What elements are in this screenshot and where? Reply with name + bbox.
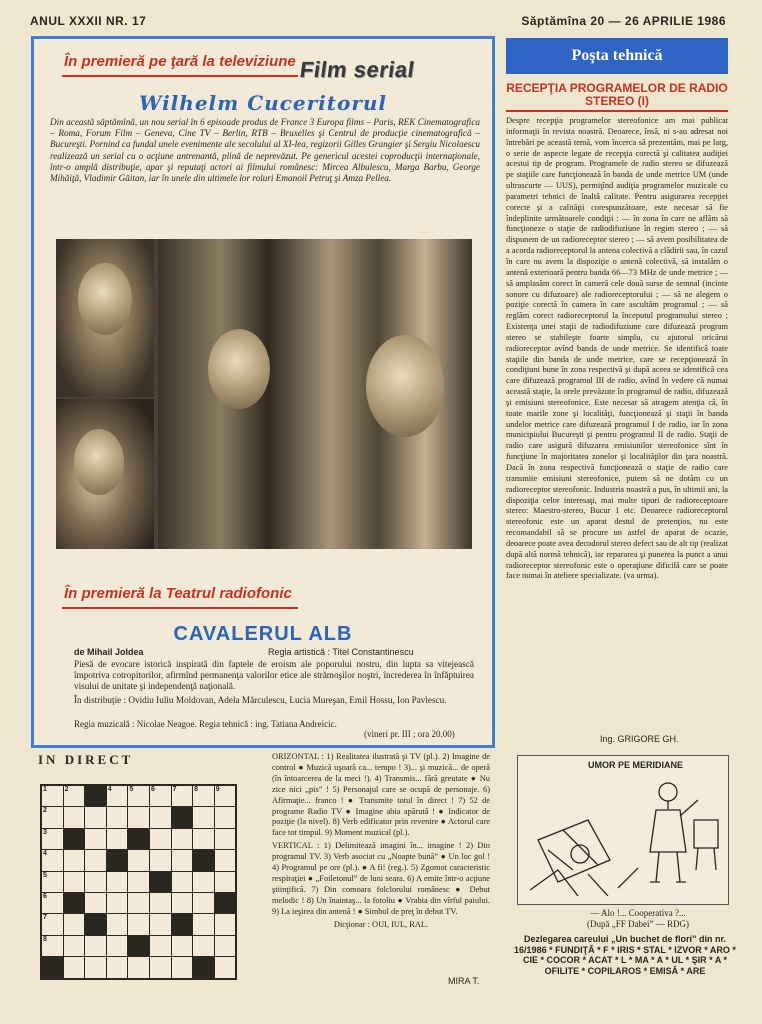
crossword-cell: [215, 872, 236, 892]
crossword-cell: [172, 957, 193, 977]
crossword-cell: [172, 829, 193, 849]
crossword-cell: [128, 957, 149, 977]
film-serial-badge: Film serial: [298, 57, 417, 82]
crossword-cell: [64, 872, 85, 892]
crossword-cell: [85, 786, 106, 806]
crossword-cell: [42, 872, 63, 892]
play-broadcast-time: (vineri pr. III ; ora 20.00): [364, 729, 455, 739]
crossword-cell: [150, 829, 171, 849]
column-number: 4: [107, 786, 112, 793]
posta-tehnica-banner: Poşta tehnică: [506, 38, 728, 74]
crossword-cell: [85, 914, 106, 934]
crossword-cell: [42, 829, 63, 849]
crossword-cell: [172, 914, 193, 934]
article-body: Despre recepţia programelor stereofonice am mai publicat informaţii în revista noastră. Deoarece, însă, ni s-au adresat noi întrebări pe această temă, vom încerca să prezentăm, mai pe larg, o serie de aspecte legate de recepţia corectă şi calitatea audiţiei acestui tip de program. Programele de radio stereo se difuzează pe staţiile care funcţionează în banda de unde metrice UM (unde ultrascurte — UUS), permiţînd audiţia programelor muzicale cu parametri tehnici de înaltă calitate. Pentru asigurarea recepţiei corecte şi a calităţii corespunzătoare, este necesar să fie îndeplinite următoarele condiţii : — în zona în care ne aflăm să funcţioneze o staţie de radiodifuziune în regim stereo ; — să dispunem de un radioreceptor stereo ; — să avem posibilitatea de a acorda radioreceptorul la antena colectivă a clădirii sau, în cazul în care nu avem la dispoziţie o antenă colectivă, să instalăm o antenă exterioară pentru banda 66—73 MHz de unde metrice ; — să amplasăm corect în cameră cele două surse de semnal (incinte sonore cu difuzoare) ale radioreceptorului ; — să ne alegem o poziţie corectă în camera în care ascultăm programul ; — să reglăm corect radioreceptorul la începutul programului stereo ; Existenţa unei staţii de radiodifuziune care difuzează program stereo se stabileşte foarte simplu, cu ajutorul oricărui radioreceptor avînd banda de unde metrice. Se identifică toate staţiile din banda de unde metrice, care se recepţionează în condiţiuni bune în zona respectivă şi după aceea se identifică cea care difuzează programul III de radio, avînd în vedere că numai această staţie, la orele prevăzute în programul de radio, difuzează şi emisiuni stereofonice. Este necesar să atragem atenţia că, în toate marile zone şi localităţi, funcţionează şi staţii în banda undelor metrice care difuzează programul I de radio, iar în zona municipiului Bucureşti şi pentru programul II de radio. Staţii de radio care asigură difuzarea emisiunilor stereofonice sînt în funcţiune în majoritatea zonelor şi localităţilor din ţara noastră. Dacă în zona respectivă funcţionează o staţie de radio care transmite emisiuni stereofonice, putem să ne dotăm cu un radioreceptor stereofonic. Industria noastră a pus, în ultimii ani, la dispoziţia celor interesaţi, mai multe tipuri de radioreceptoare stereo: Maestro-stereo, Bucur 1 etc. Deoarece radioreceptorul stereofonic este un aparat destul de pretenţios, nu este recomandabil să se procure un astfel de aparat de ocazie, deoarece poate avea decodorul stereo defect sau de alt tip (realizat după altă normă tehnică), iar repararea şi punerea la punct a unui radioreceptor stereofonic este o operaţiune dificilă care se poate face numai în ateliere specializate. (va urma).: [506, 116, 728, 581]
cartoon-caption-line: — Alo !... Cooperativa ?...: [590, 908, 686, 918]
row-number: 4: [43, 850, 47, 858]
crossword-cell: [215, 893, 236, 913]
crossword-cell: [172, 850, 193, 870]
column-number: 7: [172, 786, 177, 793]
crossword-cell: [215, 936, 236, 956]
crossword-cell: [42, 850, 63, 870]
cartoon-drawing: [518, 770, 728, 902]
crossword-cell: [172, 807, 193, 827]
film-still-photo: [56, 239, 472, 549]
crossword-cell: [64, 914, 85, 934]
cartoon-caption: [586, 908, 690, 930]
column-number: 2: [64, 786, 69, 793]
crossword-cell: [193, 829, 214, 849]
crossword-cell: [128, 807, 149, 827]
crossword-cell: [42, 893, 63, 913]
vertical-clues: VERTICAL : 1) Delimitează imagini în... imagine ! 2) Din programul TV. 3) Verb asociat cu „Noapte bună” ● Un loc gol ! 4) Programul pe ore (pl.). ● A fi! (reg.). 5) Zgomot caracteristic respiraţiei ● „Foiletonul” de luni seara. 6) A emite într-o acţiune ştiinţifică. 7) Din comoara folclorului românesc ● Debut melodic ! 8) Un înaintaş... la fotoliu ● Vrabia din vîrful paiului. 9) La ieşirea din antenă ! ● Simbol de preţ în debut TV.: [272, 841, 490, 916]
crossword-cell: [85, 936, 106, 956]
crossword-cell: [215, 786, 236, 806]
play-director: Regia artistică : Titel Constantinescu: [268, 647, 414, 657]
crossword-cell: [64, 807, 85, 827]
crossword-cell: [42, 914, 63, 934]
crossword-cell: [107, 850, 128, 870]
horizontal-clues: ORIZONTAL : 1) Realitatea ilustrată şi TV (pl.). 2) Imagine de control ● Muzică uşoară ca... tempo ! 3)... şi muzică... de operă (în întoarcerea de la meci !). 4) Transmis... fără greutate ● Nu zice nici „pis” ! 5) Personajul care se ocupă de personaje. 6) Afirmaţie... franco ! ● Transmite totul în direct ! 7) 52 de programe Radio TV ● Imagine abia apărută ! ● Indicator de poziţie (la nivel). 8) Verb edificator prin revenire ● Actorul care face tot timpul. 9) Moment muzical (pl.).: [272, 752, 490, 838]
play-title: CAVALERUL ALB: [173, 623, 353, 645]
crossword-cell: [172, 786, 193, 806]
play-credits: Regia muzicală : Nicolae Neagoe. Regia tehnică : ing. Tatiana Andreicic.: [74, 719, 337, 729]
crossword-cell: [107, 829, 128, 849]
column-number: 8: [194, 786, 199, 793]
play-description: Piesă de evocare istorică inspirată din faptele de eroism ale poporului nostru, din lupta sa vitejească împotriva cotropitorilor, afirmînd permanenţa valorilor etice ale strămoşilor noştri, încrederea în înfăptuirea visului de unitate şi independenţă naţională.: [74, 659, 474, 692]
puzzle-solution: Dezlegarea careului „Un buchet de flori” din nr. 16/1986 * FUNDIŢĂ * F * IRIS * STAL * IZVOR * ARO * CIE * COCOR * ACAT * L * MA * A * UL * ŞIR * A * OFILITE * COPILAROS * EMISĂ * ARE: [514, 934, 736, 976]
dictionary-note: Dicţionar : OUI, IUL, RAL.: [333, 919, 429, 929]
crossword-cell: [128, 850, 149, 870]
crossword-cell: [172, 872, 193, 892]
crossword-cell: [193, 786, 214, 806]
crossword-cell: [85, 850, 106, 870]
crossword-cell: [150, 893, 171, 913]
crossword-grid: [40, 784, 237, 980]
crossword-cell: [64, 893, 85, 913]
crossword-cell: [193, 914, 214, 934]
crossword-cell: [193, 807, 214, 827]
crossword-cell: [215, 829, 236, 849]
crossword-cell: [42, 936, 63, 956]
radio-section-heading: În premieră la Teatrul radiofonic: [64, 585, 292, 602]
crossword-cell: [150, 786, 171, 806]
row-number: 7: [43, 914, 47, 922]
crossword-cell: [150, 850, 171, 870]
tv-radio-article: [31, 36, 495, 748]
column-number: 1: [43, 786, 47, 793]
crossword-heading: IN DIRECT: [38, 752, 134, 767]
cartoon-source: (După „FF Dabei” — RDG): [587, 919, 689, 929]
crossword-author: MIRA T.: [448, 976, 480, 986]
actor-portrait-1: [56, 239, 154, 397]
actor-portrait-2: [56, 399, 154, 549]
divider: [506, 110, 728, 112]
crossword-clues: [272, 752, 490, 931]
divider: [62, 607, 298, 609]
crossword-cell: [64, 829, 85, 849]
column-number: 6: [150, 786, 155, 793]
cartoon-panel: [517, 755, 729, 905]
row-number: 3: [43, 828, 47, 836]
crossword-cell: [64, 936, 85, 956]
row-number: 8: [43, 935, 47, 943]
crossword-cell: [107, 872, 128, 892]
crossword-cell: [128, 786, 149, 806]
crossword-cell: [193, 850, 214, 870]
crossword-cell: [215, 914, 236, 934]
crossword-cell: [64, 957, 85, 977]
crossword-cell: [128, 893, 149, 913]
crossword-cell: [128, 829, 149, 849]
crossword-cell: [215, 807, 236, 827]
crossword-cell: [107, 936, 128, 956]
crossword-cell: [193, 893, 214, 913]
crossword-cell: [85, 957, 106, 977]
cartoon-heading: UMOR PE MERIDIANE: [588, 760, 684, 770]
film-intro-text: Din această săptămînă, un nou serial în 6 episoade produs de France 3 Europa films – Paris, REK Cinematografica – Roma, Forum Film – Geneva, Cine TV – Berlin, RTB – Bruxelles şi Centrul de producţie cinematografică – Bucureşti. Pornind ca fundal unele evenimente ale secolului al XI-lea, regizorii Gilles Grangier şi Sergiu Nicolaescu realizează un serial cu o acţiune antrenantă, plină de neprevăzut. Pe genericul acestei coproducţii internaţionale, într-o amplă distribuţie, apar şi reputaţi actori ai filmului românesc: Mircea Albulescu, Marga Barbu, George Mihăiţă, Vladimir Găitan, iar în unele din ultimele lor roluri Emanoil Petruţ şi Amza Pellea.: [50, 117, 480, 184]
crossword-cell: [172, 936, 193, 956]
crossword-cell: [107, 807, 128, 827]
crossword-cell: [193, 936, 214, 956]
play-author: de Mihail Joldea: [74, 647, 144, 657]
article-title: RECEPŢIA PROGRAMELOR DE RADIO STEREO (I): [506, 81, 728, 108]
crossword-cell: [64, 850, 85, 870]
row-number: 6: [43, 892, 47, 900]
crossword-cell: [150, 957, 171, 977]
crossword-cell: [128, 872, 149, 892]
crossword-cell: [85, 872, 106, 892]
crossword-cell: [42, 786, 63, 806]
crossword-cell: [42, 957, 63, 977]
crossword-cell: [107, 786, 128, 806]
crossword-cell: [172, 893, 193, 913]
crossword-cell: [215, 850, 236, 870]
crossword-cell: [193, 872, 214, 892]
crossword-cell: [150, 807, 171, 827]
crossword-cell: [64, 786, 85, 806]
divider: [62, 75, 298, 77]
crossword-cell: [107, 957, 128, 977]
scene-photo: [158, 239, 472, 549]
row-number: 2: [43, 807, 47, 815]
crossword-cell: [85, 829, 106, 849]
tv-section-heading: În premieră pe ţară la televiziune: [64, 53, 296, 70]
crossword-cell: [150, 872, 171, 892]
crossword-cell: [193, 957, 214, 977]
issue-number: ANUL XXXII NR. 17: [30, 14, 147, 28]
column-number: 9: [215, 786, 220, 793]
crossword-cell: [85, 893, 106, 913]
film-title: Wilhelm Cuceritorul: [138, 91, 388, 115]
crossword-cell: [150, 936, 171, 956]
row-number: 5: [43, 871, 47, 879]
article-signature: Ing. GRIGORE GH.: [600, 734, 679, 744]
crossword-cell: [107, 893, 128, 913]
crossword-cell: [128, 914, 149, 934]
crossword-cell: [128, 936, 149, 956]
crossword-cell: [42, 807, 63, 827]
crossword-cell: [215, 957, 236, 977]
crossword-cell: [150, 914, 171, 934]
crossword-cell: [85, 807, 106, 827]
issue-date: Săptămîna 20 — 26 APRILIE 1986: [521, 14, 726, 28]
crossword-cell: [107, 914, 128, 934]
column-number: 5: [129, 786, 134, 793]
play-cast: În distribuţie : Ovidiu Iuliu Moldovan, Adela Mărculescu, Lucia Mureşan, Emil Hossu, Ion Pavlescu.: [74, 695, 447, 705]
